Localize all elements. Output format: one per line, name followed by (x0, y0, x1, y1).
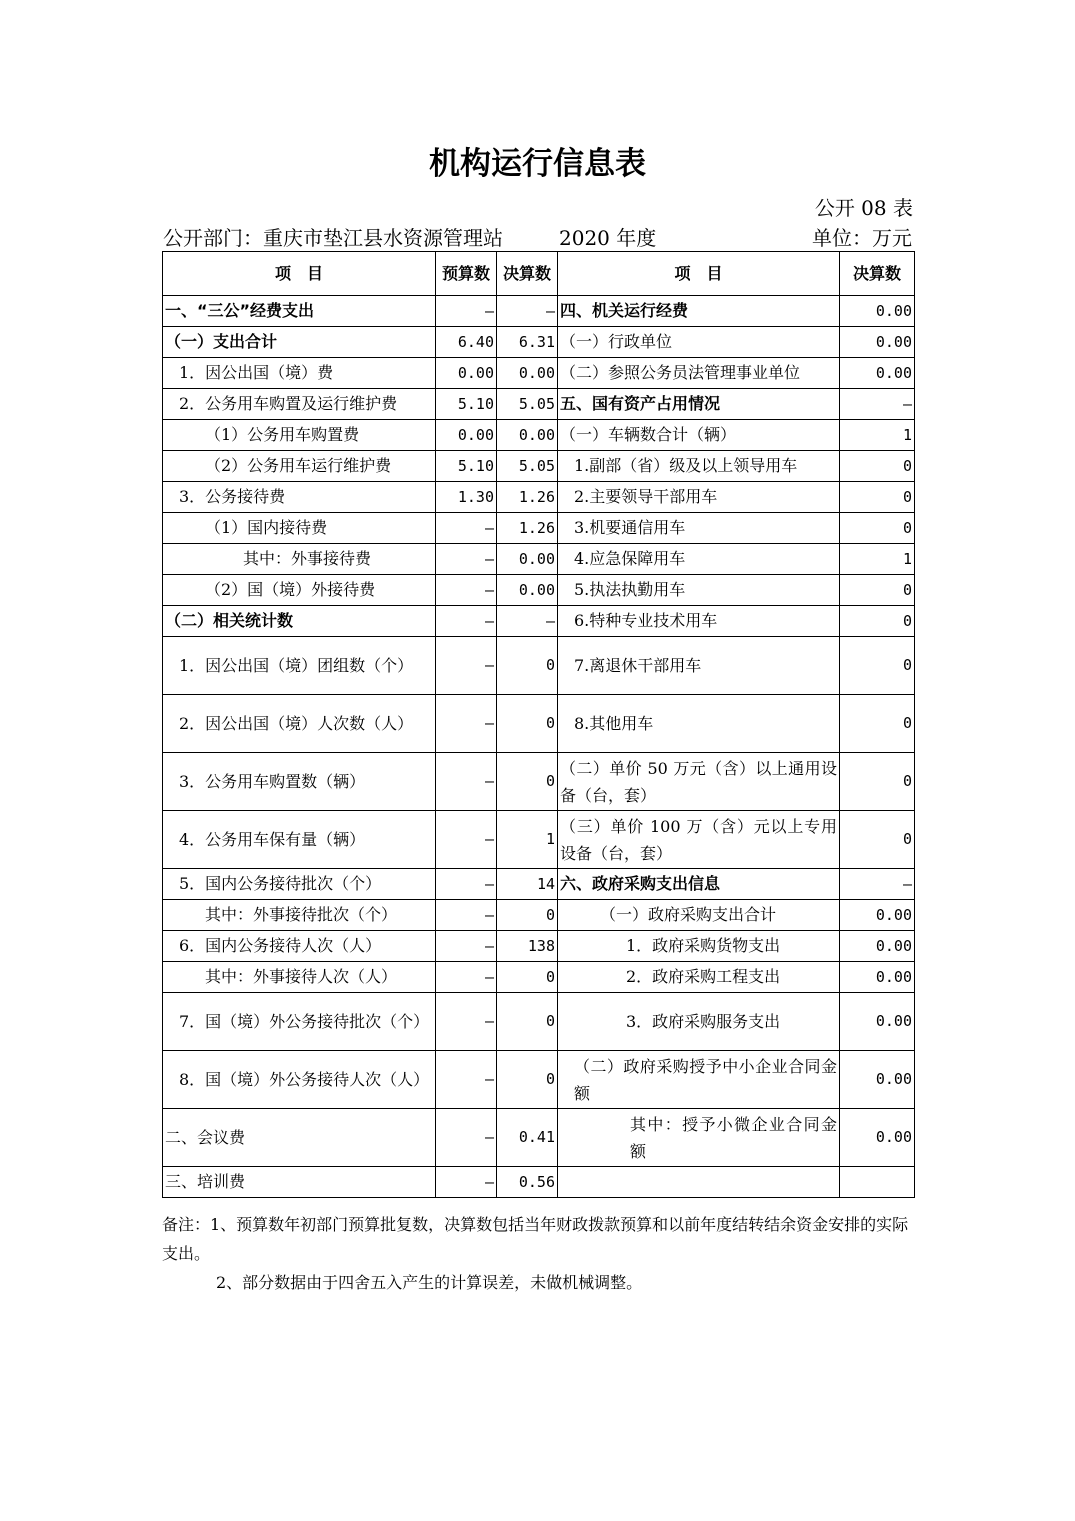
info-table (162, 251, 915, 1198)
budget-cell: — (436, 962, 497, 993)
fiscal-year: 2020 年度 (559, 226, 657, 250)
budget-cell: 0.00 (436, 358, 497, 389)
page-title: 机构运行信息表 (429, 146, 646, 182)
right-value-cell: 0.00 (840, 1109, 915, 1167)
row-label: 3．公务接待费 (163, 482, 436, 513)
row-label: 6．国内公务接待人次（人） (163, 931, 436, 962)
right-row-label: 3．政府采购服务支出 (558, 993, 840, 1051)
final-cell: 0.00 (497, 544, 558, 575)
row-label: 3．公务用车购置数（辆） (163, 753, 436, 811)
right-row-label: 1.副部（省）级及以上领导用车 (558, 451, 840, 482)
budget-cell: 5.10 (436, 389, 497, 420)
right-row-label: 2．政府采购工程支出 (558, 962, 840, 993)
right-row-label: （一）车辆数合计（辆） (558, 420, 840, 451)
right-row-label: 2.主要领导干部用车 (558, 482, 840, 513)
right-row-label: （二）参照公务员法管理事业单位 (558, 358, 840, 389)
right-row-label: （二）单价 50 万元（含）以上通用设备（台，套） (558, 753, 840, 811)
table-row (163, 544, 915, 575)
row-label: 其中：外事接待人次（人） (163, 962, 436, 993)
right-row-label: （一）政府采购支出合计 (558, 900, 840, 931)
budget-cell: — (436, 1167, 497, 1198)
final-cell: 0 (497, 962, 558, 993)
final-cell: 5.05 (497, 451, 558, 482)
table-row (163, 900, 915, 931)
right-row-label: 3.机要通信用车 (558, 513, 840, 544)
table-row (163, 575, 915, 606)
right-value-cell: 1 (840, 544, 915, 575)
row-label: 2．因公出国（境）人次数（人） (163, 695, 436, 753)
final-cell: 138 (497, 931, 558, 962)
table-row (163, 296, 915, 327)
table-row (163, 606, 915, 637)
table-row (163, 1109, 915, 1167)
row-label: （一）支出合计 (163, 327, 436, 358)
right-value-cell: 0.00 (840, 900, 915, 931)
final-cell: 5.05 (497, 389, 558, 420)
budget-cell: — (436, 1109, 497, 1167)
right-value-cell: 1 (840, 420, 915, 451)
table-row (163, 753, 915, 811)
row-label: 8．国（境）外公务接待人次（人） (163, 1051, 436, 1109)
row-label: 7．国（境）外公务接待批次（个） (163, 993, 436, 1051)
budget-cell: — (436, 544, 497, 575)
row-label: 三、培训费 (163, 1167, 436, 1198)
table-row (163, 358, 915, 389)
right-value-cell: 0.00 (840, 931, 915, 962)
note-1: 备注：1、预算数年初部门预算批复数，决算数包括当年财政拨款预算和以前年度结转结余资金安排的实际支出。 (162, 1215, 909, 1263)
table-row (163, 389, 915, 420)
right-value-cell: 0.00 (840, 358, 915, 389)
right-row-label: （一）行政单位 (558, 327, 840, 358)
right-value-cell: 0 (840, 575, 915, 606)
budget-cell: — (436, 296, 497, 327)
right-value-cell: — (840, 389, 915, 420)
note-2: 2、部分数据由于四舍五入产生的计算误差，未做机械调整。 (216, 1273, 643, 1292)
row-label: （2）国（境）外接待费 (163, 575, 436, 606)
budget-cell: — (436, 695, 497, 753)
right-row-label: 6.特种专业技术用车 (558, 606, 840, 637)
final-cell: — (497, 606, 558, 637)
table-row (163, 420, 915, 451)
budget-cell: 0.00 (436, 420, 497, 451)
final-cell: 1 (497, 811, 558, 869)
unit-label: 单位：万元 (812, 226, 912, 250)
right-value-cell: 0.00 (840, 296, 915, 327)
row-label: 其中：外事接待费 (163, 544, 436, 575)
table-header-row (163, 252, 915, 296)
right-value-cell: 0 (840, 811, 915, 869)
budget-cell: — (436, 1051, 497, 1109)
row-label: （二）相关统计数 (163, 606, 436, 637)
form-number: 公开 08 表 (814, 196, 913, 220)
right-row-label: 4.应急保障用车 (558, 544, 840, 575)
right-row-label: 五、国有资产占用情况 (558, 389, 840, 420)
budget-cell: — (436, 606, 497, 637)
final-cell: 0.00 (497, 420, 558, 451)
table-row (163, 637, 915, 695)
row-label: 二、会议费 (163, 1109, 436, 1167)
budget-cell: — (436, 931, 497, 962)
header-final: 决算数 (497, 252, 558, 296)
right-row-label: 7.离退休干部用车 (558, 637, 840, 695)
right-row-label (558, 1167, 840, 1198)
right-value-cell: 0.00 (840, 1051, 915, 1109)
right-value-cell: 0 (840, 451, 915, 482)
final-cell: 0.00 (497, 358, 558, 389)
row-label: 1．因公出国（境）团组数（个） (163, 637, 436, 695)
table-row (163, 1167, 915, 1198)
header-item: 项 目 (163, 252, 436, 296)
right-value-cell: 0.00 (840, 962, 915, 993)
department-label: 公开部门：重庆市垫江县水资源管理站 (163, 226, 503, 250)
right-value-cell: 0 (840, 513, 915, 544)
table-row (163, 993, 915, 1051)
final-cell: 0 (497, 900, 558, 931)
table-row (163, 513, 915, 544)
budget-cell: 1.30 (436, 482, 497, 513)
row-label: 5．国内公务接待批次（个） (163, 869, 436, 900)
header-final-right: 决算数 (840, 252, 915, 296)
notes (162, 1210, 914, 1297)
final-cell: 0 (497, 1051, 558, 1109)
right-value-cell: 0 (840, 753, 915, 811)
budget-cell: — (436, 811, 497, 869)
table-row (163, 482, 915, 513)
right-value-cell: — (840, 869, 915, 900)
right-row-label: （三）单价 100 万（含）元以上专用设备（台，套） (558, 811, 840, 869)
final-cell: 0.41 (497, 1109, 558, 1167)
row-label: 其中：外事接待批次（个） (163, 900, 436, 931)
row-label: 4．公务用车保有量（辆） (163, 811, 436, 869)
table-row (163, 451, 915, 482)
right-row-label: 5.执法执勤用车 (558, 575, 840, 606)
final-cell: 0 (497, 637, 558, 695)
meta-row (163, 222, 914, 250)
table-row (163, 327, 915, 358)
final-cell: 0 (497, 695, 558, 753)
row-label: 2．公务用车购置及运行维护费 (163, 389, 436, 420)
right-value-cell: 0 (840, 606, 915, 637)
budget-cell: — (436, 900, 497, 931)
budget-cell: — (436, 993, 497, 1051)
right-value-cell: 0 (840, 637, 915, 695)
final-cell: 6.31 (497, 327, 558, 358)
header-item-right: 项 目 (558, 252, 840, 296)
final-cell: 0.56 (497, 1167, 558, 1198)
budget-cell: — (436, 753, 497, 811)
table-row (163, 695, 915, 753)
right-row-label: 六、政府采购支出信息 (558, 869, 840, 900)
row-label: （2）公务用车运行维护费 (163, 451, 436, 482)
right-row-label: （二）政府采购授予中小企业合同金额 (558, 1051, 840, 1109)
row-label: 1．因公出国（境）费 (163, 358, 436, 389)
budget-cell: 5.10 (436, 451, 497, 482)
table-row (163, 931, 915, 962)
row-label: （1）公务用车购置费 (163, 420, 436, 451)
budget-cell: — (436, 513, 497, 544)
row-label: 一、“三公”经费支出 (163, 296, 436, 327)
right-value-cell: 0 (840, 482, 915, 513)
table-row (163, 962, 915, 993)
budget-cell: — (436, 575, 497, 606)
right-value-cell: 0.00 (840, 993, 915, 1051)
budget-cell: — (436, 869, 497, 900)
header-budget: 预算数 (436, 252, 497, 296)
right-row-label: 四、机关运行经费 (558, 296, 840, 327)
right-value-cell (840, 1167, 915, 1198)
final-cell: 1.26 (497, 482, 558, 513)
right-value-cell: 0 (840, 695, 915, 753)
right-row-label: 8.其他用车 (558, 695, 840, 753)
final-cell: 0 (497, 993, 558, 1051)
final-cell: 14 (497, 869, 558, 900)
row-label: （1）国内接待费 (163, 513, 436, 544)
right-row-label: 1．政府采购货物支出 (558, 931, 840, 962)
budget-cell: — (436, 637, 497, 695)
table-row (163, 1051, 915, 1109)
right-value-cell: 0.00 (840, 327, 915, 358)
final-cell: 0.00 (497, 575, 558, 606)
table-row (163, 869, 915, 900)
final-cell: 1.26 (497, 513, 558, 544)
table-row (163, 811, 915, 869)
final-cell: — (497, 296, 558, 327)
budget-cell: 6.40 (436, 327, 497, 358)
final-cell: 0 (497, 753, 558, 811)
right-row-label: 其中：授予小微企业合同金额 (558, 1109, 840, 1167)
